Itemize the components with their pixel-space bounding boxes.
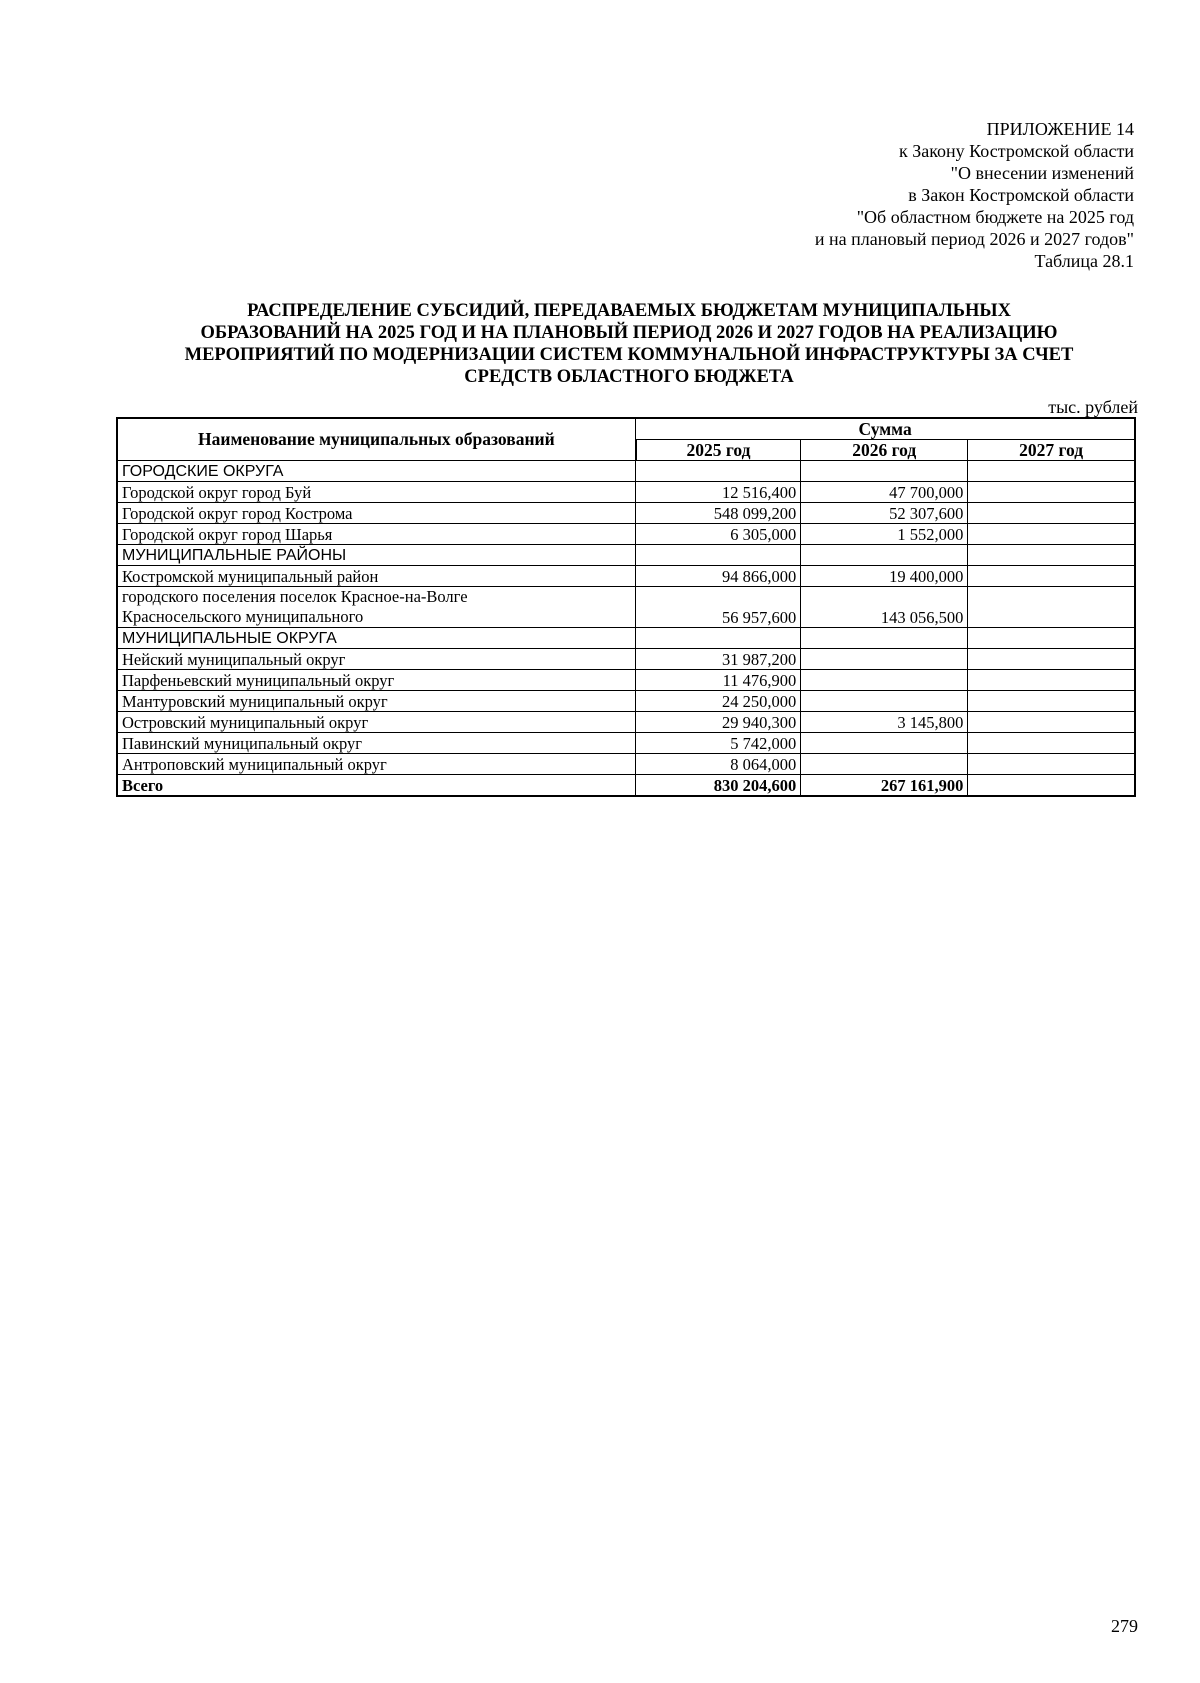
table-row — [117, 754, 1135, 775]
table-row — [117, 649, 1135, 670]
value-2027 — [968, 587, 1135, 628]
column-header-2026: 2026 год — [801, 440, 968, 461]
table-section-row — [117, 628, 1135, 649]
appendix-header — [815, 118, 1134, 272]
value-2026 — [801, 461, 968, 482]
value-2027 — [968, 524, 1135, 545]
value-2026 — [801, 754, 968, 775]
value-2027 — [968, 461, 1135, 482]
value-2027 — [968, 566, 1135, 587]
municipality-name: Костромской муниципальный район — [117, 566, 636, 587]
value-2025: 56 957,600 — [636, 587, 801, 628]
value-2026 — [801, 545, 968, 566]
value-2026: 3 145,800 — [801, 712, 968, 733]
municipality-name: Парфеньевский муниципальный округ — [117, 670, 636, 691]
municipality-name: Островский муниципальный округ — [117, 712, 636, 733]
table-row — [117, 524, 1135, 545]
column-header-name: Наименование муниципальных образований — [117, 418, 636, 461]
municipality-name: Городской округ город Шарья — [117, 524, 636, 545]
value-2027 — [968, 649, 1135, 670]
value-2025: 29 940,300 — [636, 712, 801, 733]
table-row — [117, 566, 1135, 587]
value-2025: 24 250,000 — [636, 691, 801, 712]
value-2027 — [968, 670, 1135, 691]
value-2027 — [968, 691, 1135, 712]
appendix-header-line: и на плановый период 2026 и 2027 годов" — [814, 229, 1134, 249]
value-2026: 52 307,600 — [801, 503, 968, 524]
document-title-line: СРЕДСТВ ОБЛАСТНОГО БЮДЖЕТА — [464, 367, 794, 387]
value-2025 — [636, 461, 801, 482]
municipality-name-line: городского поселения поселок Красное-на-Волге — [122, 587, 468, 606]
section-title: ГОРОДСКИЕ ОКРУГА — [117, 461, 636, 482]
value-2027 — [968, 503, 1135, 524]
value-2026 — [801, 670, 968, 691]
subsidy-table — [116, 417, 1136, 797]
value-2025: 94 866,000 — [636, 566, 801, 587]
municipality-name: Павинский муниципальный округ — [117, 733, 636, 754]
value-2025: 31 987,200 — [636, 649, 801, 670]
value-2025 — [636, 628, 801, 649]
total-2026: 267 161,900 — [801, 775, 968, 797]
value-2027 — [968, 628, 1135, 649]
value-2025: 548 099,200 — [636, 503, 801, 524]
table-row — [117, 670, 1135, 691]
table-row — [117, 503, 1135, 524]
document-title-line: МЕРОПРИЯТИЙ ПО МОДЕРНИЗАЦИИ СИСТЕМ КОММУНАЛЬНОЙ ИНФРАСТРУКТУРЫ ЗА СЧЕТ — [184, 345, 1074, 365]
value-2025: 8 064,000 — [636, 754, 801, 775]
table-row — [117, 587, 1135, 628]
value-2026 — [801, 649, 968, 670]
value-2025 — [636, 545, 801, 566]
value-2027 — [968, 754, 1135, 775]
table-row — [117, 482, 1135, 503]
appendix-header-line: "Об областном бюджете на 2025 год — [856, 207, 1134, 227]
municipality-name: Городской округ город Кострома — [117, 503, 636, 524]
municipality-name: Мантуровский муниципальный округ — [117, 691, 636, 712]
municipality-name-line: Красносельского муниципального — [122, 607, 364, 626]
value-2027 — [968, 712, 1135, 733]
value-2026 — [801, 733, 968, 754]
units-label: тыс. рублей — [1048, 397, 1138, 417]
document-title — [116, 300, 1142, 388]
value-2026 — [801, 628, 968, 649]
value-2026: 143 056,500 — [801, 587, 968, 628]
table-row — [117, 733, 1135, 754]
table-number: Таблица 28.1 — [1034, 251, 1134, 271]
table-row — [117, 712, 1135, 733]
total-2027 — [968, 775, 1135, 797]
value-2025: 12 516,400 — [636, 482, 801, 503]
value-2025: 11 476,900 — [636, 670, 801, 691]
value-2027 — [968, 482, 1135, 503]
table-total-row — [117, 775, 1135, 797]
municipality-name — [117, 587, 636, 628]
appendix-header-line: к Закону Костромской области — [898, 141, 1134, 161]
appendix-header-line: "О внесении изменений — [950, 163, 1134, 183]
table-row — [117, 691, 1135, 712]
table-section-row — [117, 461, 1135, 482]
section-title: МУНИЦИПАЛЬНЫЕ ОКРУГА — [117, 628, 636, 649]
appendix-header-line: ПРИЛОЖЕНИЕ 14 — [986, 119, 1134, 139]
table-header-row — [117, 418, 1135, 440]
value-2026: 47 700,000 — [801, 482, 968, 503]
value-2025: 5 742,000 — [636, 733, 801, 754]
column-header-2025: 2025 год — [636, 440, 801, 461]
page-number: 279 — [1111, 1616, 1138, 1636]
total-2025: 830 204,600 — [636, 775, 801, 797]
column-header-sum: Сумма — [636, 418, 1135, 440]
municipality-name: Нейский муниципальный округ — [117, 649, 636, 670]
value-2026: 1 552,000 — [801, 524, 968, 545]
municipality-name: Антроповский муниципальный округ — [117, 754, 636, 775]
table-section-row — [117, 545, 1135, 566]
appendix-header-line: в Закон Костромской области — [908, 185, 1134, 205]
document-title-line: РАСПРЕДЕЛЕНИЕ СУБСИДИЙ, ПЕРЕДАВАЕМЫХ БЮДЖЕТАМ МУНИЦИПАЛЬНЫХ — [247, 301, 1011, 321]
municipality-name: Городской округ город Буй — [117, 482, 636, 503]
value-2025: 6 305,000 — [636, 524, 801, 545]
document-title-line: ОБРАЗОВАНИЙ НА 2025 ГОД И НА ПЛАНОВЫЙ ПЕРИОД 2026 И 2027 ГОДОВ НА РЕАЛИЗАЦИЮ — [200, 323, 1058, 343]
section-title: МУНИЦИПАЛЬНЫЕ РАЙОНЫ — [117, 545, 636, 566]
value-2026 — [801, 691, 968, 712]
value-2027 — [968, 545, 1135, 566]
column-header-2027: 2027 год — [968, 440, 1135, 461]
value-2027 — [968, 733, 1135, 754]
total-label: Всего — [117, 775, 636, 797]
value-2026: 19 400,000 — [801, 566, 968, 587]
